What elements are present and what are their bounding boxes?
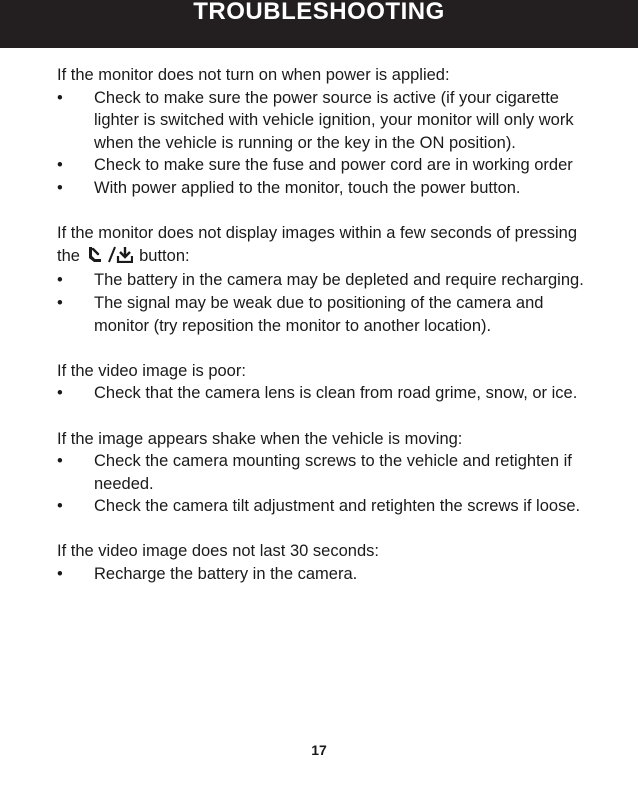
bullet-list <box>57 563 587 586</box>
list-item: • Recharge the battery in the camera. <box>57 563 587 586</box>
troubleshooting-content <box>57 64 587 608</box>
bullet-icon: • <box>57 565 63 584</box>
section-poor-video <box>57 360 587 405</box>
section-short-video <box>57 540 587 585</box>
bullet-icon: • <box>57 293 63 312</box>
list-item: • Check to make sure the fuse and power cord are in working order <box>57 154 587 177</box>
bullet-list <box>57 382 587 405</box>
bullet-icon: • <box>57 88 63 107</box>
camera-pair-download-icon <box>87 246 133 270</box>
section-intro: If the video image is poor: <box>57 361 246 380</box>
list-item: • Check the camera mounting screws to the vehicle and retighten if needed. <box>57 452 572 493</box>
section-intro: If the monitor does not display images within a few seconds of pressing the button: <box>57 222 587 269</box>
bullet-list <box>57 87 587 200</box>
list-item: • Check that the camera lens is clean from road grime, snow, or ice. <box>57 382 587 405</box>
section-no-images <box>57 222 587 337</box>
list-item: • Check to make sure the power source is active (if your cigarette lighter is switched with vehicle ignition, your monitor will only work when the vehicle is running or the key in the ON position). <box>57 88 574 152</box>
bullet-icon: • <box>57 156 63 175</box>
bullet-icon: • <box>57 497 63 516</box>
page-number: 17 <box>311 742 327 758</box>
list-item: • The signal may be weak due to positioning of the camera and monitor (try reposition the monitor to another location). <box>57 293 544 335</box>
list-item: • With power applied to the monitor, touch the power button. <box>57 177 587 200</box>
bullet-icon: • <box>57 452 63 471</box>
section-no-power <box>57 64 587 200</box>
page-title: TROUBLESHOOTING <box>193 0 445 25</box>
section-shaking-image <box>57 428 587 518</box>
section-intro: If the video image does not last 30 seconds: <box>57 542 379 561</box>
bullet-icon: • <box>57 271 63 290</box>
list-item: • The battery in the camera may be depleted and require recharging. <box>57 269 587 292</box>
bullet-list <box>57 450 587 518</box>
bullet-list <box>57 269 587 337</box>
list-item: • Check the camera tilt adjustment and retighten the screws if loose. <box>57 495 587 518</box>
section-intro: If the image appears shake when the vehicle is moving: <box>57 429 463 448</box>
page-header <box>0 0 638 48</box>
bullet-icon: • <box>57 178 63 197</box>
section-intro: If the monitor does not turn on when power is applied: <box>57 66 450 84</box>
bullet-icon: • <box>57 384 63 403</box>
